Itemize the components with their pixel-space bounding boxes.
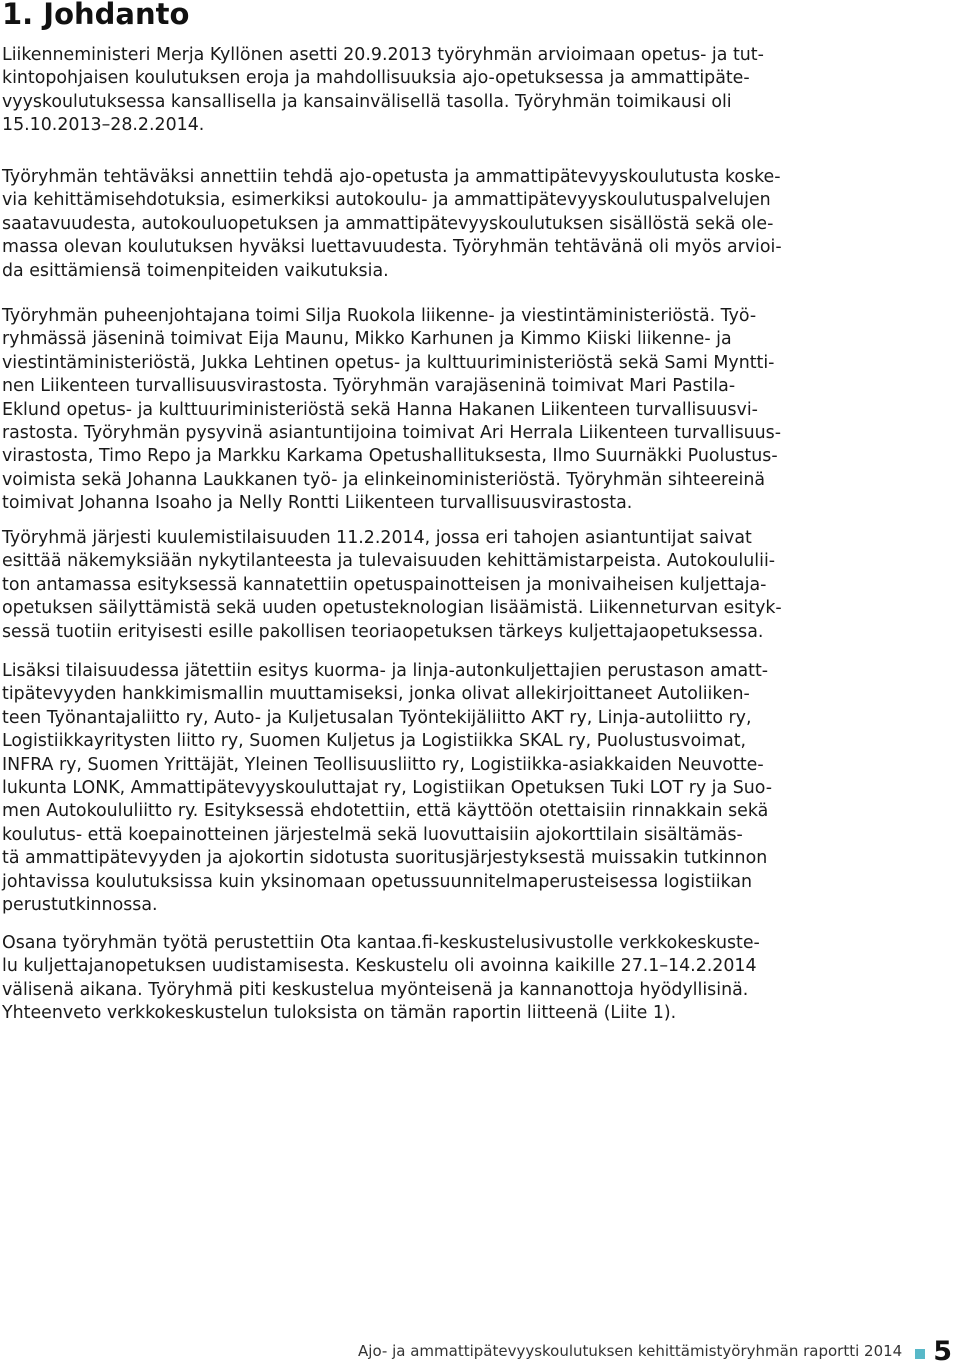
text-line: 15.10.2013–28.2.2014. xyxy=(2,115,205,136)
text-line: via kehittämisehdotuksia, esimerkiksi autokoulu- ja ammattipätevyyskoulutuspalvelujen xyxy=(2,190,771,211)
paragraph-assignment xyxy=(2,44,764,138)
text-line: Työryhmän puheenjohtajana toimi Silja Ruokola liikenne- ja viestintäministeriöstä. Työ- xyxy=(2,306,757,326)
text-line: Työryhmä järjesti kuulemistilaisuuden 11.2.2014, jossa eri tahojen asiantuntijat saivat xyxy=(2,528,752,548)
text-line: tä ammattipätevyyden ja ajokortin sidotusta suoritusjärjestyksestä muissakin tutkinnon xyxy=(2,848,768,869)
text-line: välisenä aikana. Työryhmä piti keskustelua myönteisenä ja kannanottoja hyödyllisinä. xyxy=(2,979,749,1000)
text-line: rastosta. Työryhmän pysyvinä asiantuntijoina toimivat Ari Herrala Liikenteen turvallisuus- xyxy=(2,423,782,444)
text-line: da esittämiensä toimenpiteiden vaikutuksia. xyxy=(2,260,389,281)
text-line: virastosta, Timo Repo ja Markku Karkama Opetushallituksesta, Ilmo Suurnäkki Puolustus- xyxy=(2,446,778,467)
text-line: voimista sekä Johanna Laukkanen työ- ja elinkeinoministeriöstä. Työryhmän sihteereinä xyxy=(2,469,766,490)
text-line: nen Liikenteen turvallisuusvirastosta. Työryhmän varajäseninä toimivat Mari Pastila- xyxy=(2,376,736,397)
text-line: Yhteenveto verkkokeskustelun tuloksista on tämän raportin liitteenä (Liite 1). xyxy=(2,1003,677,1024)
text-line: toimivat Johanna Isoaho ja Nelly Rontti Liikenteen turvallisuusvirastosta. xyxy=(2,493,633,514)
text-line: Lisäksi tilaisuudessa jätettiin esitys kuorma- ja linja-autonkuljettajien perustason amatt- xyxy=(2,661,769,681)
text-line: sessä tuotiin erityisesti esille pakollisen teoriaopetuksen tärkeys kuljettajaopetuksessa. xyxy=(2,621,764,642)
text-line: Logistiikkayritysten liitto ry, Suomen Kuljetus ja Logistiikka SKAL ry, Puolustusvoimat, xyxy=(2,731,747,752)
text-line: koulutus- että koepainotteinen järjestelmä sekä luovuttaisiin ajokorttilain sisältämäs- xyxy=(2,824,743,845)
paragraph-members xyxy=(2,305,781,516)
paragraph-tasks xyxy=(2,166,782,283)
paragraph-hearing xyxy=(2,527,782,644)
paragraph-online-discussion xyxy=(2,932,760,1026)
text-line: Liikenneministeri Merja Kyllönen asetti 20.9.2013 työryhmän arvioimaan opetus- ja tut- xyxy=(2,45,764,65)
paragraph-proposal xyxy=(2,660,772,917)
text-line: viestintäministeriöstä, Jukka Lehtinen opetus- ja kulttuuriministeriöstä sekä Sami Myntti- xyxy=(2,352,775,373)
text-line: kintopohjaisen koulutuksen eroja ja mahdollisuuksia ajo-opetuksessa ja ammattipäte- xyxy=(2,68,750,89)
footer-report-title: Ajo- ja ammattipätevyyskoulutuksen kehittämistyöryhmän raportti 2014 xyxy=(358,1342,903,1360)
text-line: men Autokoululiitto ry. Esityksessä ehdotettiin, että käyttöön otettaisiin rinnakkain sekä xyxy=(2,801,769,822)
footer-accent-square xyxy=(915,1349,925,1359)
text-line: opetuksen säilyttämistä sekä uuden opetusteknologian lisäämistä. Liikenneturvan esityk- xyxy=(2,598,782,619)
text-line: teen Työnantajaliitto ry, Auto- ja Kuljetusalan Työntekijäliitto AKT ry, Linja-autoliitto ry, xyxy=(2,707,752,728)
page-number: 5 xyxy=(933,1335,952,1367)
text-line: johtavissa koulutuksissa kuin yksinomaan opetussuunnitelmaperusteisessa logistiikan xyxy=(2,871,753,892)
text-line: INFRA ry, Suomen Yrittäjät, Yleinen Teollisuusliitto ry, Logistiikka-asiakkaiden Neuvotte- xyxy=(2,754,764,775)
text-line: lu kuljettajanopetuksen uudistamisesta. Keskustelu oli avoinna kaikille 27.1–14.2.2014 xyxy=(2,956,757,977)
text-line: massa olevan koulutuksen hyväksi luettavuudesta. Työryhmän tehtävänä oli myös arvioi- xyxy=(2,237,782,258)
text-line: lukunta LONK, Ammattipätevyyskouluttajat ry, Logistiikan Opetuksen Tuki LOT ry ja Suo- xyxy=(2,778,772,799)
text-line: esittää näkemyksiään nykytilanteesta ja tulevaisuuden kehittämistarpeista. Autokoululii- xyxy=(2,551,776,572)
page-footer xyxy=(358,1336,952,1366)
section-heading: 1. Johdanto xyxy=(2,0,190,31)
text-line: vyyskoulutuksessa kansallisella ja kansainvälisellä tasolla. Työryhmän toimikausi oli xyxy=(2,91,732,112)
text-line: Osana työryhmän työtä perustettiin Ota kantaa.fi-keskustelusivustolle verkkokeskuste- xyxy=(2,933,760,953)
text-line: ryhmässä jäseninä toimivat Eija Maunu, Mikko Karhunen ja Kimmo Kiiski liikenne- ja xyxy=(2,329,732,350)
text-line: Työryhmän tehtäväksi annettiin tehdä ajo-opetusta ja ammattipätevyyskoulutusta koske- xyxy=(2,167,781,187)
text-line: tipätevyyden hankkimismallin muuttamiseksi, jonka olivat allekirjoittaneet Autoliiken- xyxy=(2,684,750,705)
text-line: saatavuudesta, autokouluopetuksen ja ammattipätevyyskoulutuksen sisällöstä sekä ole- xyxy=(2,213,774,234)
text-line: Eklund opetus- ja kulttuuriministeriöstä sekä Hanna Hakanen Liikenteen turvallisuusvi- xyxy=(2,399,758,420)
text-line: ton antamassa esityksessä kannatettiin opetuspainotteisen ja monivaiheisen kuljettaja- xyxy=(2,574,767,595)
text-line: perustutkinnossa. xyxy=(2,895,158,916)
